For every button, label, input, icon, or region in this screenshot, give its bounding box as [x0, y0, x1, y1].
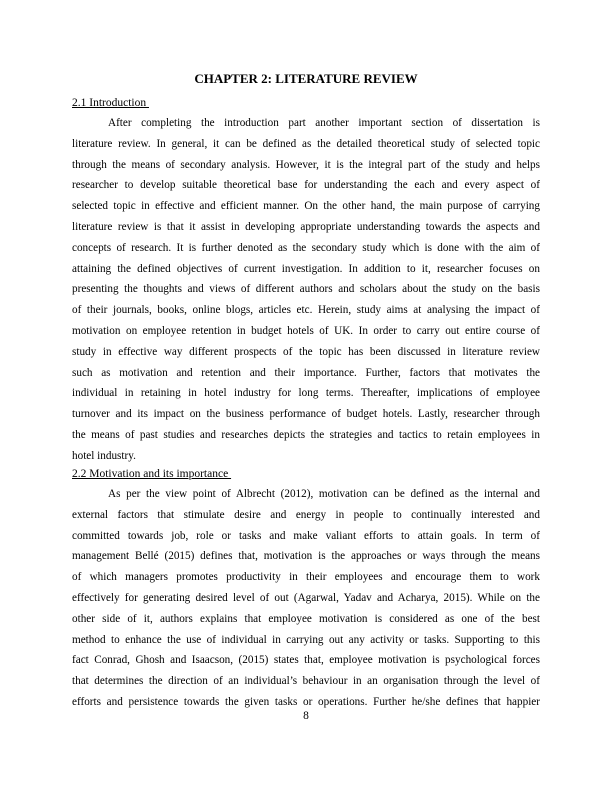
paragraph-line: such as motivation and retention and their importance. Further, factors that motivates the — [72, 366, 540, 379]
paragraph-line: hotel industry. — [72, 449, 136, 462]
paragraph-line: As per the view point of Albrecht (2012), motivation can be defined as the internal and — [108, 488, 540, 500]
section-heading-introduction: 2.1 Introduction — [72, 97, 149, 109]
paragraph-line: After completing the introduction part another important section of dissertation is — [108, 117, 540, 129]
motivation-paragraph — [72, 484, 540, 713]
paragraph-line: fact Conrad, Ghosh and Isaacson, (2015) states that, employee motivation is psychological forces — [72, 654, 540, 667]
page-number: 8 — [303, 710, 309, 722]
paragraph-line: committed towards job, role or tasks and make valiant efforts to attain goals. In term of — [72, 529, 540, 542]
paragraph-line: the means of past studies and researches depicts the strategies and tactics to retain employees in — [72, 428, 540, 441]
paragraph-line: other side of it, authors explains that employee motivation is considered as one of the best — [72, 612, 540, 625]
chapter-title: CHAPTER 2: LITERATURE REVIEW — [194, 71, 418, 86]
paragraph-line: management Bellé (2015) defines that, motivation is the approaches or ways through the means — [72, 550, 540, 563]
paragraph-line: of their journals, books, online blogs, articles etc. Herein, study aims at analysing the impact of — [72, 304, 540, 317]
paragraph-line: turnover and its impact on the business performance of budget hotels. Lastly, researcher through — [72, 408, 540, 421]
introduction-paragraph — [72, 113, 540, 467]
paragraph-line: that determines the direction of an individual’s behaviour in an organisation through the level of — [72, 675, 540, 688]
section-heading-motivation: 2.2 Motivation and its importance — [72, 468, 232, 480]
paragraph-line: concepts of research. It is further denoted as the secondary study which is done with the aim of — [72, 241, 540, 254]
paragraph-line: of which managers promotes productivity in their employees and encourage them to work — [72, 571, 540, 584]
paragraph-line: method to enhance the use of individual in carrying out any activity or tasks. Supporting to this — [72, 633, 540, 646]
paragraph-line: attaining the defined objectives of current investigation. In addition to it, researcher focuses on — [72, 262, 540, 275]
paragraph-line: effectively for generating desired level of out (Agarwal, Yadav and Acharya, 2015). While on the — [72, 591, 540, 604]
paragraph-line: external factors that stimulate desire and energy in people to continually interested and — [72, 508, 540, 521]
paragraph-line: literature review is that it assist in developing appropriate understanding towards the aspects and — [72, 220, 540, 233]
paragraph-line: study in effective way different prospects of the topic has been discussed in literature review — [72, 345, 540, 358]
paragraph-line: individual in retaining in hotel industry for long terms. Thereafter, implications of employee — [72, 387, 540, 400]
paragraph-line: presenting the thoughts and views of different authors and scholars about the study on the basis — [72, 283, 540, 296]
paragraph-line: literature review. In general, it can be defined as the detailed theoretical study of selected topic — [72, 137, 540, 150]
paragraph-line: motivation on employee retention in budget hotels of UK. In order to carry out entire course of — [72, 324, 540, 337]
paragraph-line: through the means of secondary analysis. However, it is the integral part of the study and helps — [72, 158, 540, 171]
paragraph-line: efforts and persistence towards the given tasks or operations. Further he/she defines that happier — [72, 695, 540, 708]
paragraph-line: selected topic in effective and efficient manner. On the other hand, the main purpose of carrying — [72, 200, 540, 213]
paragraph-line: researcher to develop suitable theoretical base for understanding the each and every aspect of — [72, 179, 540, 192]
